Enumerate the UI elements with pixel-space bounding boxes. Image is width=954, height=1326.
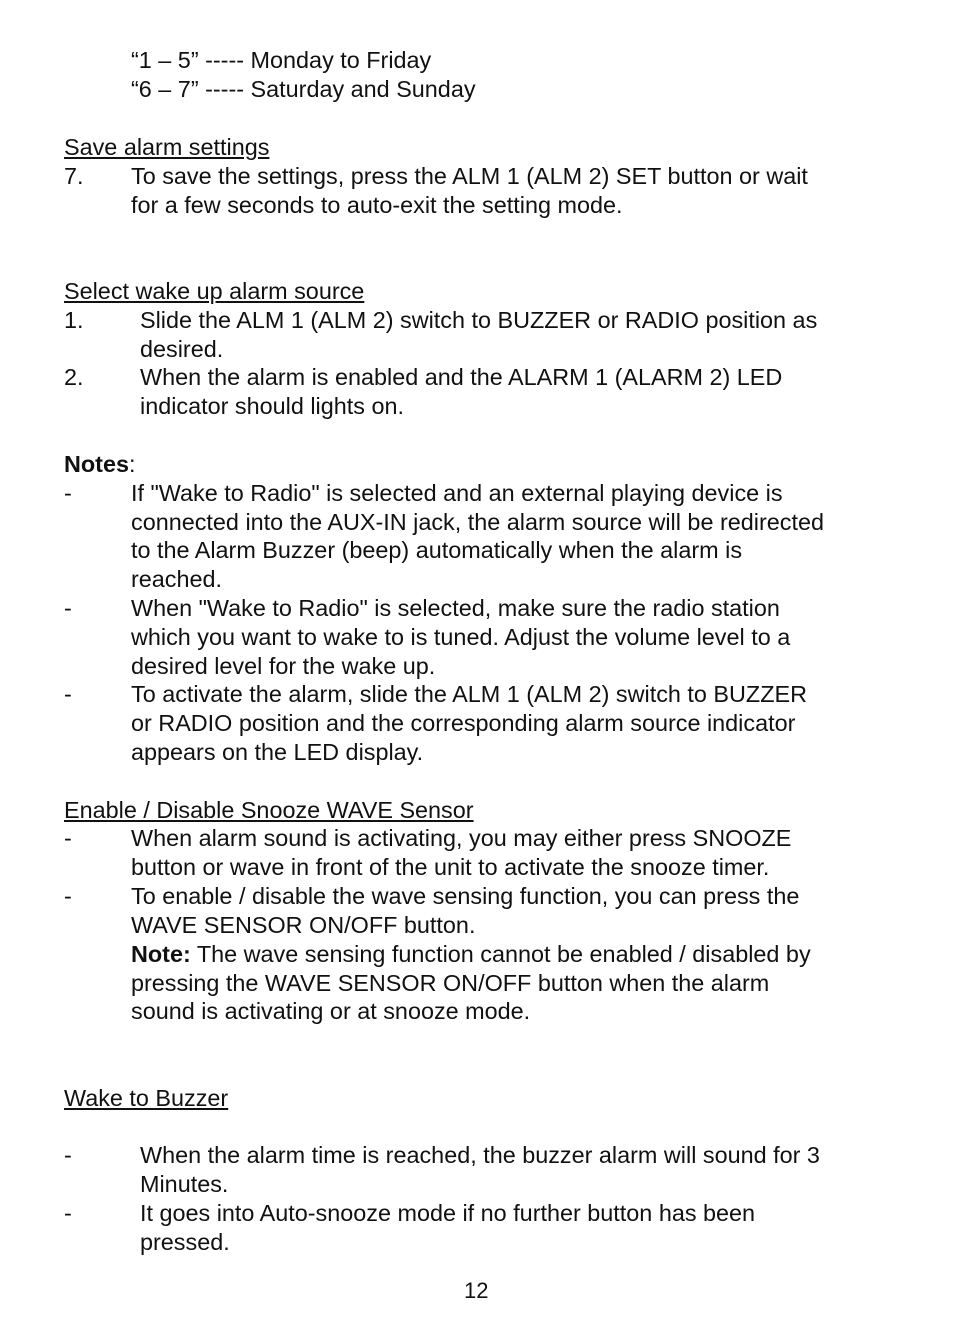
- list-marker: 7.: [64, 163, 84, 189]
- list-item-line: When "Wake to Radio" is selected, make sure the radio station: [131, 595, 780, 621]
- list-marker: -: [64, 595, 72, 621]
- list-item-line: reached.: [131, 566, 223, 592]
- list-marker: 1.: [64, 307, 84, 333]
- list-item-line: If "Wake to Radio" is selected and an external playing device is: [131, 480, 783, 506]
- day-range-weekend: “6 – 7” ----- Saturday and Sunday: [131, 76, 476, 102]
- list-item-line: desired level for the wake up.: [131, 653, 436, 679]
- list-item-line: desired.: [140, 336, 224, 362]
- section-heading-alarm-source: Select wake up alarm source: [64, 278, 365, 304]
- list-marker: 2.: [64, 364, 84, 390]
- list-item-line: Minutes.: [140, 1171, 229, 1197]
- list-item-line: indicator should lights on.: [140, 393, 404, 419]
- list-item-line: When the alarm time is reached, the buzzer alarm will sound for 3: [140, 1142, 820, 1168]
- list-marker: -: [64, 1200, 72, 1226]
- list-item-line: which you want to wake to is tuned. Adjust the volume level to a: [131, 624, 791, 650]
- note-line: sound is activating or at snooze mode.: [131, 998, 531, 1024]
- list-item-line: pressed.: [140, 1229, 230, 1255]
- list-item-line: Slide the ALM 1 (ALM 2) switch to BUZZER or RADIO position as: [140, 307, 818, 333]
- page-number: 12: [464, 1278, 489, 1303]
- section-heading-save-alarm: Save alarm settings: [64, 134, 270, 160]
- list-item-line: or RADIO position and the corresponding alarm source indicator: [131, 710, 796, 736]
- notes-label: Notes: [64, 451, 129, 477]
- note-line: pressing the WAVE SENSOR ON/OFF button when the alarm: [131, 970, 770, 996]
- list-item-line: for a few seconds to auto-exit the setting mode.: [131, 192, 623, 218]
- note-line: [131, 940, 811, 969]
- section-heading-wake-buzzer: Wake to Buzzer: [64, 1085, 229, 1111]
- list-item-line: When alarm sound is activating, you may either press SNOOZE: [131, 825, 792, 851]
- day-range-weekdays: “1 – 5” ----- Monday to Friday: [131, 47, 432, 73]
- list-item-line: To save the settings, press the ALM 1 (ALM 2) SET button or wait: [131, 163, 808, 189]
- section-heading-snooze-wave: Enable / Disable Snooze WAVE Sensor: [64, 797, 474, 823]
- list-marker: -: [64, 825, 72, 851]
- list-item-line: To enable / disable the wave sensing function, you can press the: [131, 883, 800, 909]
- list-item-line: It goes into Auto-snooze mode if no further button has been: [140, 1200, 756, 1226]
- list-item-line: To activate the alarm, slide the ALM 1 (ALM 2) switch to BUZZER: [131, 681, 807, 707]
- note-label: Note:: [131, 941, 191, 967]
- list-item-line: WAVE SENSOR ON/OFF button.: [131, 912, 476, 938]
- list-marker: -: [64, 480, 72, 506]
- note-text: The wave sensing function cannot be enabled / disabled by: [190, 941, 811, 967]
- list-item-line: appears on the LED display.: [131, 739, 424, 765]
- list-item-line: When the alarm is enabled and the ALARM 1 (ALARM 2) LED: [140, 364, 783, 390]
- list-marker: -: [64, 681, 72, 707]
- notes-heading: [64, 450, 136, 479]
- list-item-line: button or wave in front of the unit to activate the snooze timer.: [131, 854, 770, 880]
- notes-colon: :: [129, 451, 136, 477]
- list-marker: -: [64, 883, 72, 909]
- list-item-line: to the Alarm Buzzer (beep) automatically when the alarm is: [131, 537, 743, 563]
- list-marker: -: [64, 1142, 72, 1168]
- list-item-line: connected into the AUX-IN jack, the alarm source will be redirected: [131, 509, 824, 535]
